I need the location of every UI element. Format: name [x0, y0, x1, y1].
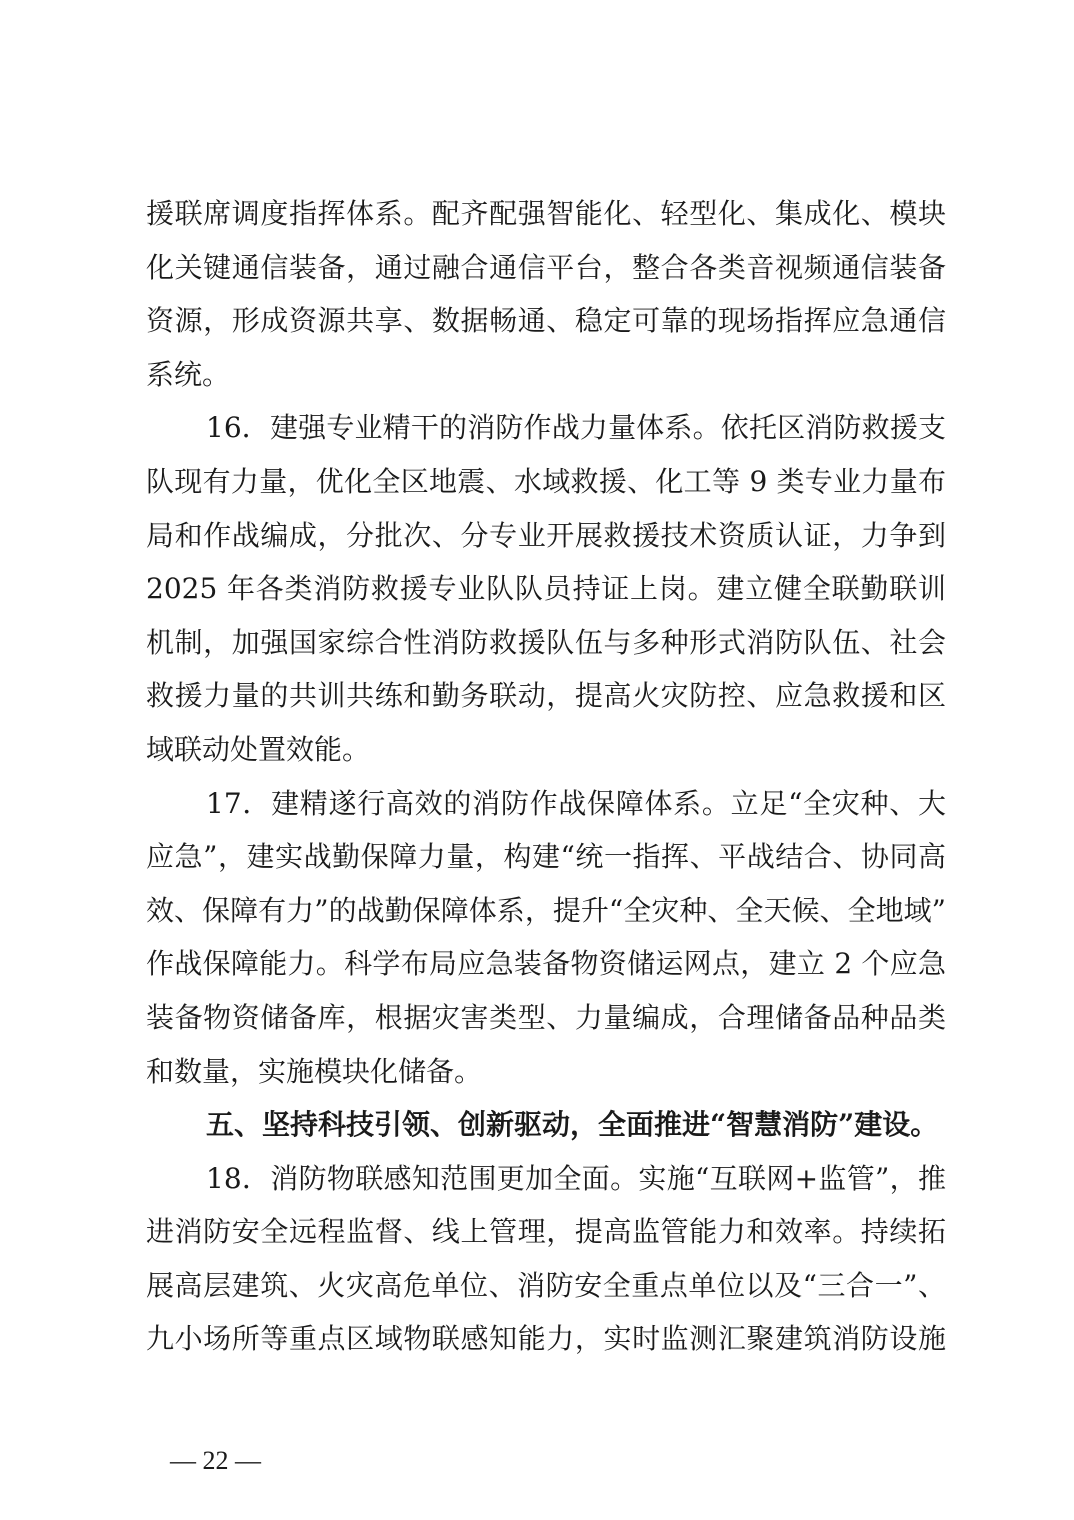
paragraph [146, 187, 946, 401]
text-line: 和数量，实施模块化储备。 [146, 1054, 483, 1088]
text-line: 应急”，建实战勤保障力量，构建“统一指挥、平战结合、协同高 [146, 840, 946, 874]
text-line: 2025 年各类消防救援专业队队员持证上岗。建立健全联勤联训 [146, 572, 946, 606]
text-line: 系统。 [146, 357, 231, 391]
text-line: 进消防安全远程监督、线上管理，提高监管能力和效率。持续拓 [146, 1215, 946, 1249]
page-number: — 22 — [170, 1446, 261, 1475]
section-heading [146, 1098, 946, 1152]
text-line: 救援力量的共训共练和勤务联动，提高火灾防控、应急救援和区 [146, 679, 946, 713]
text-line: 化关键通信装备，通过融合通信平台，整合各类音视频通信装备 [146, 250, 946, 284]
text-line: 九小场所等重点区域物联感知能力，实时监测汇聚建筑消防设施 [146, 1322, 946, 1356]
text-line: 18．消防物联感知范围更加全面。实施“互联网+监管”，推 [206, 1161, 946, 1195]
text-line: 援联席调度指挥体系。配齐配强智能化、轻型化、集成化、模块 [146, 197, 946, 230]
text-line: 队现有力量，优化全区地震、水域救援、化工等 9 类专业力量布 [146, 464, 946, 498]
text-line: 资源，形成资源共享、数据畅通、稳定可靠的现场指挥应急通信 [146, 304, 946, 338]
text-line: 展高层建筑、火灾高危单位、消防安全重点单位以及“三合一”、 [146, 1268, 946, 1302]
text-line: 17．建精遂行高效的消防作战保障体系。立足“全灾种、大 [206, 786, 946, 820]
text-line: 机制，加强国家综合性消防救援队伍与多种形式消防队伍、社会 [146, 625, 946, 659]
text-line: 16．建强专业精干的消防作战力量体系。依托区消防救援支 [206, 411, 946, 445]
text-line: 局和作战编成，分批次、分专业开展救援技术资质认证，力争到 [146, 518, 946, 552]
document-body [146, 187, 946, 1366]
paragraph [146, 777, 946, 1099]
text-line: 效、保障有力”的战勤保障体系，提升“全灾种、全天候、全地域” [146, 893, 946, 927]
text-line: 域联动处置效能。 [146, 732, 371, 766]
paragraph [146, 1152, 946, 1366]
paragraph [146, 401, 946, 776]
text-line: 作战保障能力。科学布局应急装备物资储运网点，建立 2 个应急 [146, 947, 946, 981]
text-line: 装备物资储备库，根据灾害类型、力量编成，合理储备品种品类 [146, 1000, 946, 1034]
text-line: 五、坚持科技引领、创新驱动，全面推进“智慧消防”建设。 [206, 1108, 939, 1142]
